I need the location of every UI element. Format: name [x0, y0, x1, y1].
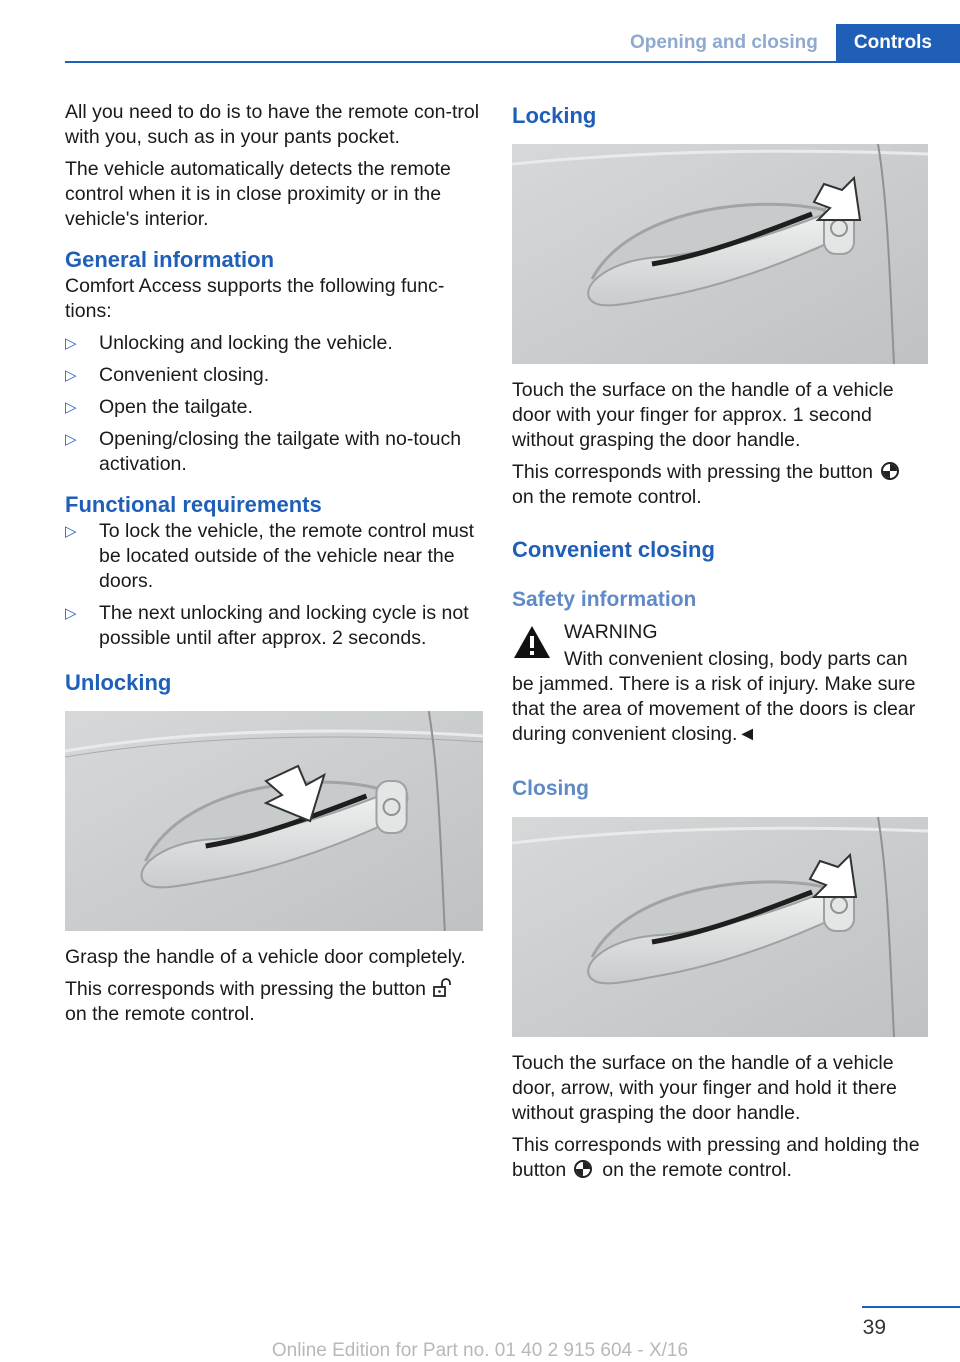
left-column — [65, 100, 483, 1034]
unlocking-button-reference: This corresponds with pressing the buttonon the remote control. — [65, 977, 483, 1027]
warning-block — [512, 620, 928, 747]
door-handle-closing-photo — [512, 817, 928, 1037]
bmw-lock-icon — [572, 1159, 594, 1179]
right-column — [512, 100, 928, 1190]
safety-information-heading: Safety information — [512, 588, 697, 611]
requirements-list — [65, 519, 483, 651]
page-header — [612, 24, 960, 62]
header-section-title: Opening and closing — [612, 24, 836, 62]
door-handle-unlocking-photo — [65, 711, 483, 931]
unlocking-heading: Unlocking — [65, 670, 172, 695]
warning-triangle-icon — [512, 624, 552, 660]
door-handle-locking-photo — [512, 144, 928, 364]
triangle-bullet-icon: ▷ — [65, 605, 77, 622]
triangle-bullet-icon: ▷ — [65, 335, 77, 352]
functions-list — [65, 331, 483, 477]
bmw-lock-icon — [879, 461, 901, 481]
triangle-bullet-icon: ▷ — [65, 523, 77, 540]
general-information-heading: General information — [65, 247, 275, 272]
footer-rule — [862, 1306, 960, 1308]
list-item: ▷ To lock the vehicle, the remote control must be located outside of the vehicle near the doors. — [65, 520, 475, 592]
triangle-bullet-icon: ▷ — [65, 399, 77, 416]
edition-footer: Online Edition for Part no. 01 40 2 915 604 - X/16 — [271, 1340, 689, 1361]
closing-heading: Closing — [512, 777, 589, 800]
list-item: ▷ The next unlocking and locking cycle is not possible until after approx. 2 seconds. — [65, 602, 469, 649]
locking-heading: Locking — [512, 103, 597, 128]
general-information-text: Comfort Access supports the following func-tions: — [65, 275, 445, 322]
list-item: ▷ Unlocking and locking the vehicle. — [65, 332, 393, 354]
intro-paragraph-1: All you need to do is to have the remote con-trol with you, such as in your pants pocket. — [65, 101, 480, 148]
warning-text: be jammed. There is a risk of injury. Make sure that the area of movement of the doors is clear during convenient closing.◄ — [512, 673, 916, 745]
closing-button-reference: This corresponds with pressing and holding the button on the remote control. — [512, 1134, 920, 1181]
unlock-icon — [432, 978, 454, 998]
triangle-bullet-icon: ▷ — [65, 431, 77, 448]
locking-instruction: Touch the surface on the handle of a vehicle door with your finger for approx. 1 second without grasping the door handle. — [512, 379, 894, 451]
header-chapter-tab: Controls — [836, 24, 960, 62]
functional-requirements-heading: Functional requirements — [65, 492, 322, 517]
list-item: ▷ Opening/closing the tailgate with no-touch activation. — [65, 428, 462, 475]
closing-instruction: Touch the surface on the handle of a vehicle door, arrow, with your finger and hold it there without grasping the door handle. — [512, 1052, 897, 1124]
header-rule — [65, 61, 960, 63]
unlocking-instruction: Grasp the handle of a vehicle door completely. — [65, 946, 466, 968]
warning-title: WARNING — [564, 621, 658, 643]
locking-button-reference: This corresponds with pressing the buttonon the remote control. — [512, 460, 928, 510]
list-item: ▷ Convenient closing. — [65, 364, 270, 386]
convenient-closing-heading: Convenient closing — [512, 537, 715, 562]
list-item: ▷ Open the tailgate. — [65, 396, 253, 418]
warning-text-first-line: With convenient closing, body parts can — [564, 648, 908, 670]
intro-paragraph-2: The vehicle automatically detects the remote control when it is in close proximity or in the vehicle's interior. — [65, 158, 451, 230]
triangle-bullet-icon: ▷ — [65, 367, 77, 384]
page-number: 39 — [862, 1316, 886, 1339]
